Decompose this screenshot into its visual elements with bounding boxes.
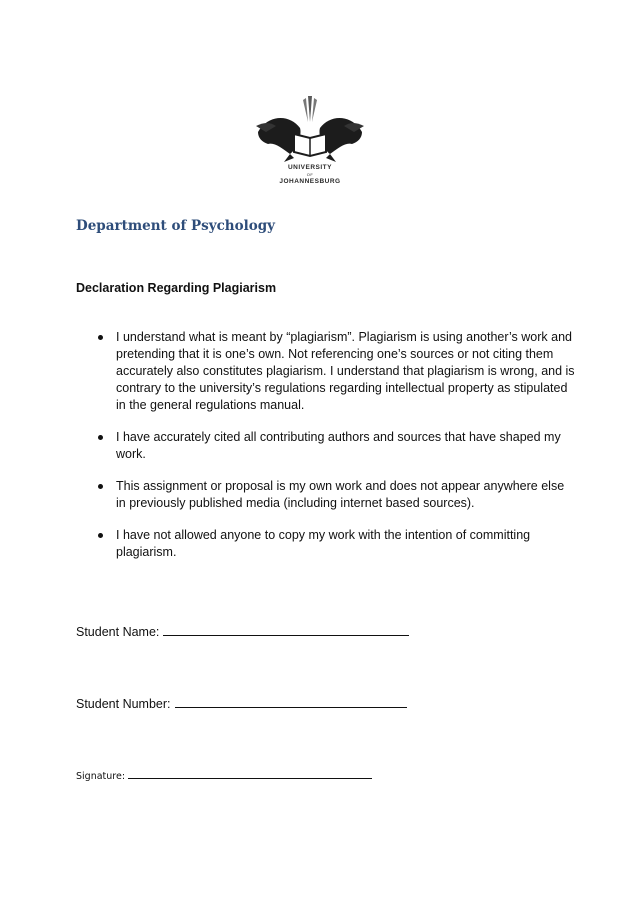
student-name-label: Student Name: — [76, 625, 160, 639]
declaration-text: I have not allowed anyone to copy my work with the intention of committing plagiarism. — [116, 528, 531, 559]
declaration-title: Declaration Regarding Plagiarism — [76, 281, 277, 295]
bird-crest-icon — [250, 92, 370, 164]
declaration-list — [76, 329, 576, 576]
declaration-item — [76, 527, 576, 561]
university-logo — [250, 92, 370, 194]
student-name-blank[interactable] — [163, 625, 409, 636]
student-name-field — [76, 625, 409, 639]
signature-label: Signature: — [76, 771, 126, 782]
declaration-item — [76, 478, 576, 512]
declaration-item — [76, 329, 576, 414]
logo-text-university: UNIVERSITY — [287, 164, 332, 171]
department-heading: Department of Psychology — [76, 218, 276, 234]
declaration-text: I have accurately cited all contributing authors and sources that have shaped my work. — [116, 430, 561, 461]
declaration-text: I understand what is meant by “plagiarism”. Plagiarism is using another’s work and pretending that it is one’s own. Not referencing one’s sources or not citing them accurately also constitutes plagiarism. I understand that plagiarism is wrong, and is contrary to the university’s regulations regarding intellectual property as stipulated in the general regulations manual. — [116, 330, 575, 412]
signature-field — [76, 770, 372, 782]
student-number-label: Student Number: — [76, 697, 171, 711]
logo-text-of: OF — [306, 172, 314, 177]
signature-blank[interactable] — [128, 770, 372, 779]
bullet-icon — [98, 335, 103, 340]
declaration-item — [76, 429, 576, 463]
bullet-icon — [98, 484, 103, 489]
logo-text-johannesburg: JOHANNESBURG — [279, 178, 341, 185]
bullet-icon — [98, 435, 103, 440]
declaration-text: This assignment or proposal is my own work and does not appear anywhere else in previously published media (including internet based sources). — [116, 479, 565, 510]
bullet-icon — [98, 533, 103, 538]
student-number-field — [76, 697, 407, 711]
student-number-blank[interactable] — [175, 697, 407, 708]
